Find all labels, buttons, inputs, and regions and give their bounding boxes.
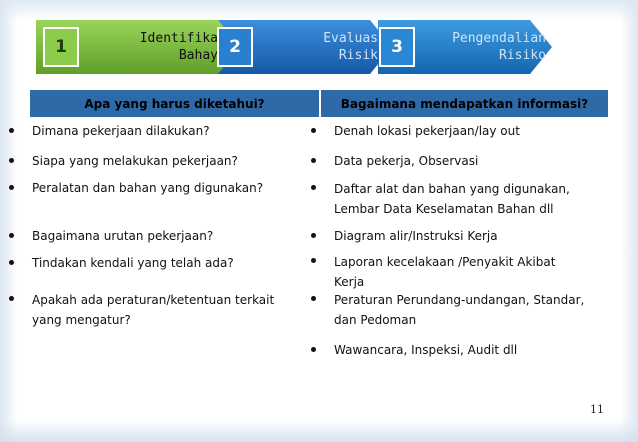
left-item-text: Siapa yang melakukan pekerjaan?	[32, 154, 238, 168]
left-item	[8, 290, 298, 330]
right-item	[310, 252, 580, 292]
page-number: 11	[590, 403, 604, 416]
right-item	[310, 227, 608, 245]
right-item-text: Diagram alir/Instruksi Kerja	[334, 229, 498, 243]
step-3-label-line1: Pengendalian	[452, 31, 546, 46]
left-item-text: Tindakan kendali yang telah ada?	[32, 256, 234, 270]
right-item-text: Laporan kecelakaan /Penyakit Akibat Kerja	[334, 255, 556, 289]
step-3-label	[426, 30, 546, 64]
left-item-text: Dimana pekerjaan dilakukan?	[32, 124, 210, 138]
step-2-label-line1: Evaluas	[323, 31, 378, 46]
right-item-text: Daftar alat dan bahan yang digunakan, Lembar Data Keselamatan Bahan dll	[334, 182, 570, 216]
right-item-text: Denah lokasi pekerjaan/lay out	[334, 124, 520, 138]
step-2-number: 2	[229, 37, 241, 57]
left-item	[8, 227, 308, 245]
right-item	[310, 290, 608, 330]
step-2-label-line2: Risik	[338, 48, 378, 63]
step-3-number: 3	[391, 37, 403, 57]
right-item	[310, 179, 608, 219]
left-item	[8, 254, 308, 272]
step-2-label	[292, 30, 378, 64]
left-item	[8, 122, 308, 140]
left-item	[8, 152, 308, 170]
right-item-text: Peraturan Perundang-undangan, Standar, dan Pedoman	[334, 293, 585, 327]
right-item	[310, 341, 608, 359]
header-what-to-know: Apa yang harus diketahui?	[30, 90, 319, 117]
step-1-label-line1: Identifika	[139, 31, 218, 46]
left-item-text: Apakah ada peraturan/ketentuan terkait yang mengatur?	[32, 293, 275, 327]
step-1-label-line2: Bahay	[178, 48, 218, 63]
step-1-label	[120, 30, 218, 64]
step-1-number: 1	[55, 37, 67, 57]
process-steps	[0, 0, 638, 95]
left-item-text: Bagaimana urutan pekerjaan?	[32, 229, 214, 243]
right-item	[310, 122, 608, 140]
left-item-text: Peralatan dan bahan yang digunakan?	[32, 181, 264, 195]
left-item	[8, 179, 308, 197]
step-3-label-line2: Risiko	[499, 48, 546, 63]
page-edge-bottom	[0, 420, 638, 442]
right-item	[310, 152, 608, 170]
right-item-text: Wawancara, Inspeksi, Audit dll	[334, 343, 518, 357]
right-item-text: Data pekerja, Observasi	[334, 154, 479, 168]
header-how-to-get-info: Bagaimana mendapatkan informasi?	[321, 90, 608, 117]
